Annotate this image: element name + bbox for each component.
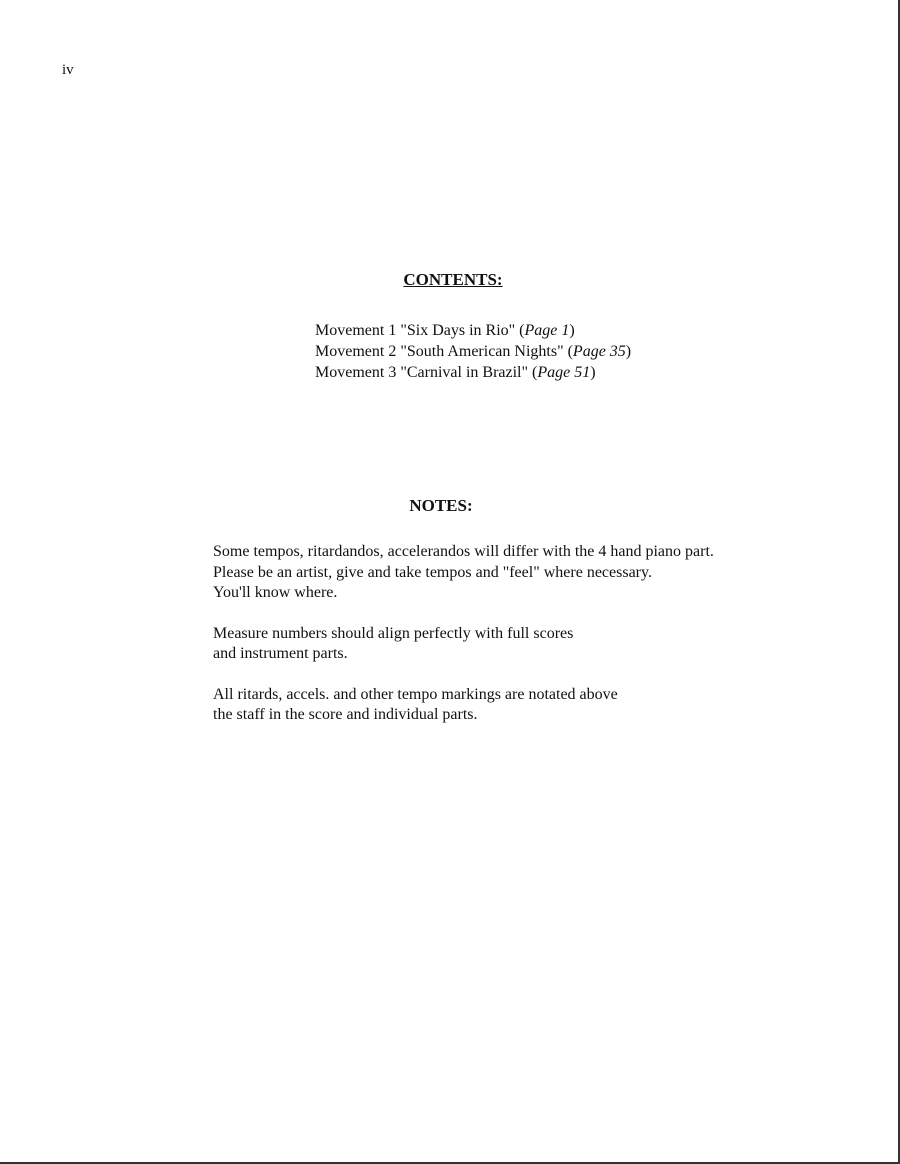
- notes-paragraph: [213, 542, 714, 604]
- notes-paragraph: [213, 624, 714, 665]
- contents-item-title: Movement 1 "Six Days in Rio" (: [315, 322, 525, 339]
- contents-item: [315, 320, 631, 341]
- contents-item-page: Page 51: [537, 364, 591, 381]
- contents-heading: CONTENTS:: [403, 270, 503, 289]
- notes-line: Measure numbers should align perfectly with full scores: [213, 624, 574, 642]
- notes-heading: NOTES:: [409, 496, 473, 515]
- notes-line: You'll know where.: [213, 584, 338, 601]
- contents-item-close: ): [590, 364, 596, 381]
- contents-item-close: ): [625, 343, 632, 360]
- notes-paragraph: [213, 685, 714, 726]
- contents-item-title: Movement 2 "South American Nights" (: [315, 343, 573, 360]
- notes-line: and instrument parts.: [213, 645, 348, 662]
- contents-item-page: Page 1: [524, 322, 570, 339]
- notes-line: Some tempos, ritardandos, accelerandos will differ with the 4 hand piano part.: [213, 543, 714, 560]
- contents-item: [315, 341, 631, 362]
- contents-item: [315, 362, 631, 383]
- notes-body: [213, 542, 714, 746]
- contents-item-title: Movement 3 "Carnival in Brazil" (: [315, 364, 538, 381]
- contents-item-page: Page 35: [572, 343, 626, 360]
- notes-line: All ritards, accels. and other tempo markings are notated above: [213, 685, 618, 703]
- notes-line: Please be an artist, give and take tempos and "feel" where necessary.: [213, 563, 652, 581]
- page-number: iv: [62, 62, 74, 78]
- contents-list: [315, 320, 631, 383]
- contents-item-close: ): [569, 322, 575, 339]
- notes-line: the staff in the score and individual parts.: [213, 706, 478, 723]
